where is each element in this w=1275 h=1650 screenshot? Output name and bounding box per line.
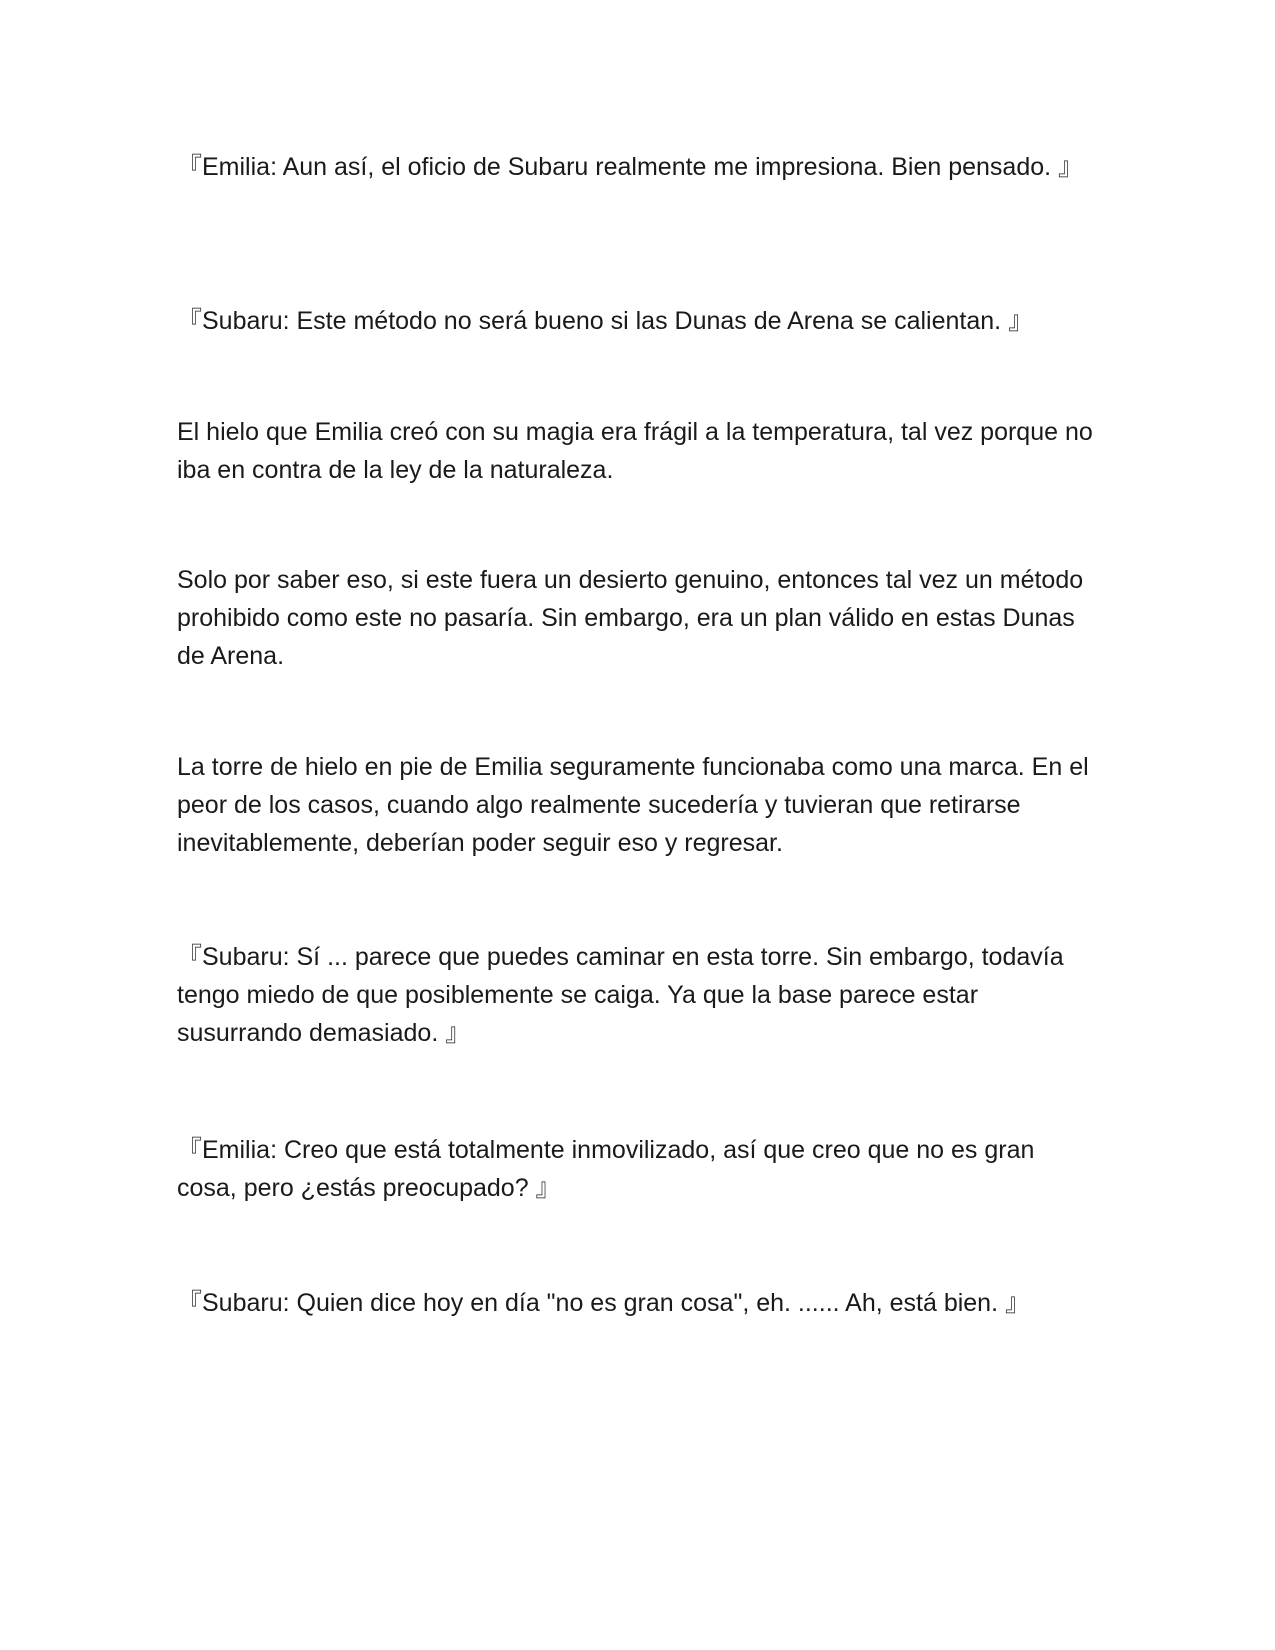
dialogue-subaru-method: 『Subaru: Este método no será bueno si las Dunas de Arena se calientan. 』 [177,307,1034,335]
narration-ice-fragile: El hielo que Emilia creó con su magia era frágil a la temperatura, tal vez porque no iba en contra de la ley de la naturaleza. [177,418,1093,484]
dialogue-emilia-impressed: 『Emilia: Aun así, el oficio de Subaru realmente me impresiona. Bien pensado. 』 [177,153,1084,181]
dialogue-emilia-immobilized: 『Emilia: Creo que está totalmente inmovilizado, así que creo que no es gran cosa, pero ¿estás preocupado? 』 [177,1136,1035,1202]
narration-ice-tower-mark: La torre de hielo en pie de Emilia seguramente funcionaba como una marca. En el peor de los casos, cuando algo realmente sucedería y tuvieran que retirarse inevitablemente, deberían poder seguir eso y regresar. [177,753,1089,857]
dialogue-subaru-no-big-deal: 『Subaru: Quien dice hoy en día "no es gran cosa", eh. ...... Ah, está bien. 』 [177,1289,1030,1317]
narration-valid-plan: Solo por saber eso, si este fuera un desierto genuino, entonces tal vez un método prohibido como este no pasaría. Sin embargo, era un plan válido en estas Dunas de Arena. [177,566,1084,670]
dialogue-subaru-tower: 『Subaru: Sí ... parece que puedes caminar en esta torre. Sin embargo, todavía tengo miedo de que posiblemente se caiga. Ya que la base parece estar susurrando demasiado. 』 [177,943,1064,1047]
